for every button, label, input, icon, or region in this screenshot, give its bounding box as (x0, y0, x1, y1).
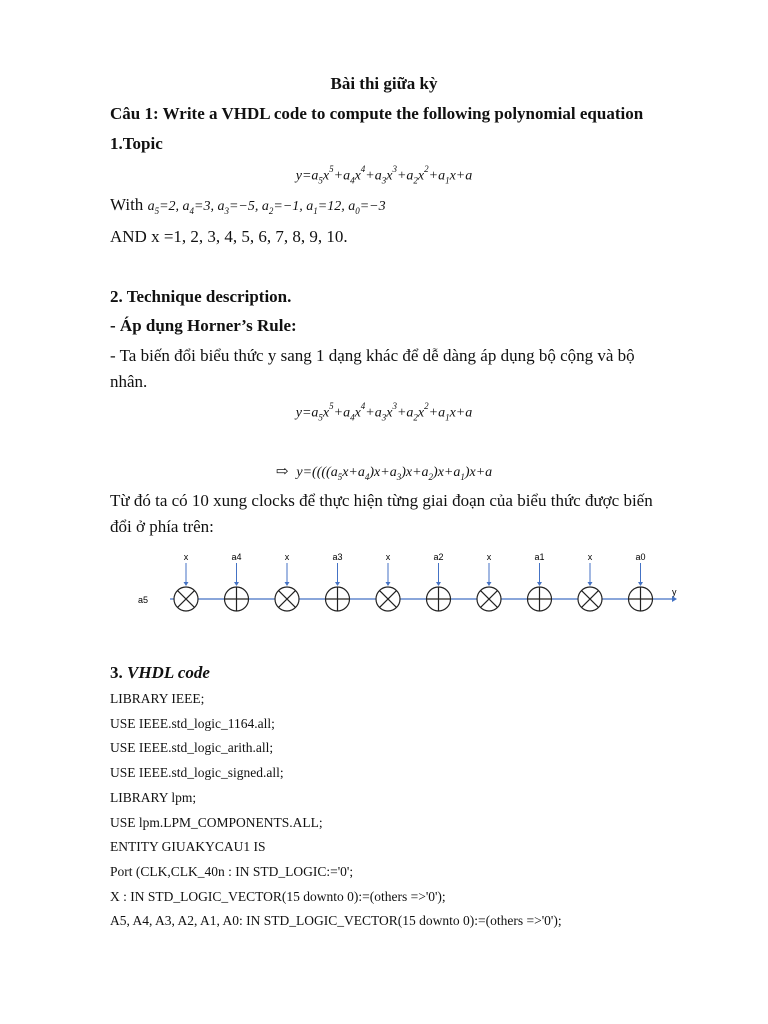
horner-pipeline-diagram (132, 545, 682, 623)
code-line: USE IEEE.std_logic_1164.all; (110, 715, 275, 731)
multiplier-node (578, 552, 602, 611)
adder-node (427, 552, 451, 611)
coefficient-line (110, 195, 386, 216)
coefficient-a0: $a_0=-3$ (348, 199, 386, 216)
diagram-input-label: a5 (138, 595, 149, 605)
multiplier-node (376, 552, 400, 611)
code-line: USE IEEE.std_logic_arith.all; (110, 740, 274, 756)
topic-heading: 1.Topic (110, 134, 163, 153)
technique-heading: 2. Technique description. (110, 287, 292, 306)
code-line: ENTITY GIUAKYCAU1 IS (110, 839, 266, 855)
coefficient-a3: $a_3=-5$, (217, 199, 262, 216)
code-line: Port (CLK,CLK_40n : IN STD_LOGIC:='0'; (110, 863, 354, 879)
stage-label: x (284, 552, 290, 562)
stage-label: x (486, 552, 492, 562)
arrow-down-icon (184, 582, 189, 586)
stage-label: a0 (635, 552, 646, 562)
code-line: LIBRARY IEEE; (110, 691, 205, 706)
coefficient-a1: $a_1=12$, (306, 199, 349, 216)
transform-line-1: - Ta biến đổi biểu thức y sang 1 dạng khác để dễ dàng áp dụng bộ cộng và bộ (110, 346, 635, 365)
code-line: X : IN STD_LOGIC_VECTOR(15 downto 0):=(others =>'0'); (110, 888, 446, 904)
x-values-line: AND x =1, 2, 3, 4, 5, 6, 7, 8, 9, 10. (110, 227, 348, 246)
arrow-down-icon (335, 582, 340, 586)
stage-label: x (385, 552, 391, 562)
stage-label: a3 (332, 552, 343, 562)
code-line: USE IEEE.std_logic_signed.all; (110, 765, 284, 781)
arrow-right-icon: ⇨ (275, 464, 289, 480)
polynomial-equation-repeat: $y=a_5x^5+a_4x^4+a_3x^3+a_2x^2+a_1x+a$ (295, 401, 473, 423)
arrow-down-icon (436, 582, 441, 586)
vhdl-heading-text: VHDL code (127, 663, 210, 682)
polynomial-equation: $y=a_5x^5+a_4x^4+a_3x^3+a_2x^2+a_1x+a$ (295, 164, 473, 186)
clock-line-1: Từ đó ta có 10 xung clocks để thực hiện từng giai đoạn của biểu thức được biến (110, 491, 653, 510)
vhdl-heading (110, 663, 210, 683)
adder-node (326, 552, 350, 611)
stage-label: a1 (534, 552, 545, 562)
coefficient-a2: $a_2=-1$, (261, 199, 307, 216)
code-line: USE lpm.LPM_COMPONENTS.ALL; (110, 814, 323, 830)
arrow-down-icon (285, 582, 290, 586)
arrow-down-icon (537, 582, 542, 586)
multiplier-node (275, 552, 299, 611)
arrow-down-icon (386, 582, 391, 586)
arrow-down-icon (487, 582, 492, 586)
arrow-down-icon (234, 582, 239, 586)
arrow-down-icon (638, 582, 643, 586)
multiplier-node (174, 552, 198, 611)
stage-label: a2 (433, 552, 444, 562)
stage-label: x (587, 552, 593, 562)
code-line: A5, A4, A3, A2, A1, A0: IN STD_LOGIC_VECTOR(15 downto 0):=(others =>'0'); (110, 913, 562, 929)
clock-line-2: đổi ở phía trên: (110, 517, 214, 536)
question-heading: Câu 1: Write a VHDL code to compute the following polynomial equation (110, 104, 644, 123)
with-label: With (110, 195, 144, 214)
code-line: LIBRARY lpm; (110, 789, 197, 805)
transform-line-2: nhân. (110, 372, 148, 391)
horner-heading: - Áp dụng Horner’s Rule: (110, 316, 297, 335)
multiplier-node (477, 552, 501, 611)
adder-node (629, 552, 653, 611)
coefficient-list (148, 195, 386, 214)
coefficient-a5: $a_5=2$, (147, 199, 183, 216)
vhdl-heading-number: 3. (110, 663, 123, 682)
arrow-down-icon (588, 582, 593, 586)
adder-node (528, 552, 552, 611)
horner-equation: ⇨ $y=((((a_5x+a_4)x+a_3)x+a_2)x+a_1)x+a$ (275, 464, 493, 482)
stage-label: x (183, 552, 189, 562)
coefficient-a4: $a_4=3$, (182, 199, 218, 216)
stage-label: a4 (231, 552, 242, 562)
document-title: Bài thi giữa kỳ (330, 74, 438, 93)
diagram-output-label: y (672, 587, 677, 597)
adder-node (225, 552, 249, 611)
